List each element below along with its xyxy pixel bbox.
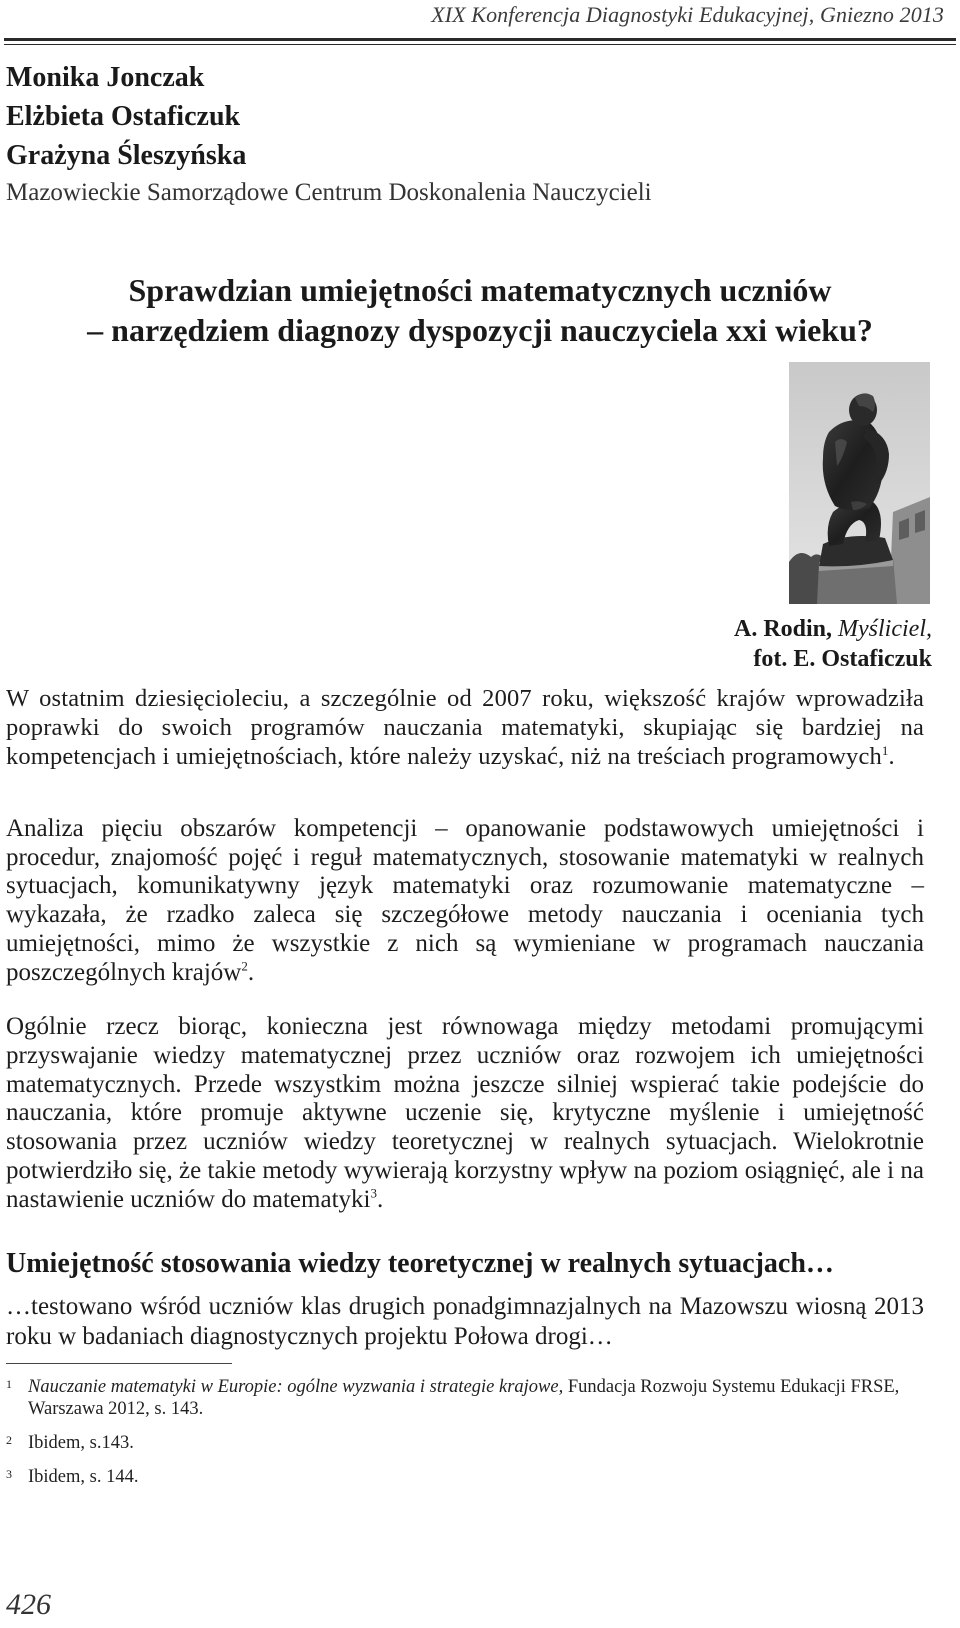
footnote-ref-1: 1: [881, 742, 889, 758]
footnote: [6, 1466, 926, 1488]
footnote-number: 1: [6, 1377, 12, 1391]
footnote-number: 2: [6, 1433, 12, 1447]
paragraph-1: W ostatnim dziesięcioleciu, a szczególnie od 2007 roku, większość krajów wprowadziła poprawki do swoich programów nauczania matematyki, skupiając się bardziej na kompetencjach i umiejętnościach, które należy uzyskać, niż na treściach programowych$^1$.: [6, 685, 924, 770]
footnote-rule: [6, 1363, 232, 1364]
author-name: Grażyna Śleszyńska: [6, 140, 247, 171]
paragraph-1-text: W ostatnim dziesięcioleciu, a szczególnie od 2007 roku, większość krajów wprowadziła poprawki do swoich programów nauczania matematyki, skupiając się bardziej na kompetencjach i umiejętnościach, które należy uzyskać, niż na treściach programowych: [6, 685, 924, 770]
author-block: [6, 58, 652, 211]
paper-title: [0, 270, 960, 350]
footnote-ref-3: 3: [370, 1185, 377, 1201]
paragraph-2: Analiza pięciu obszarów kompetencji – opanowanie podstawowych umiejętności i procedur, znajomość pojęć i reguł matematycznych, stosowanie matematyki w realnych sytuacjach, komunikatywny język matematyki oraz rozumowanie matematyczne – wykazała, że rzadko zaleca się szczegółowe metody nauczania i oceniania tych umiejętności, mimo że wszystkie z nich są wymieniane w programach nauczania poszczególnych krajów$^2$.: [6, 815, 924, 986]
paragraph-4: [6, 1292, 924, 1352]
section-heading: Umiejętność stosowania wiedzy teoretycznej w realnych sytuacjach…: [6, 1248, 834, 1279]
running-head: XIX Konferencja Diagnostyki Edukacyjnej, Gniezno 2013: [431, 2, 944, 27]
footnote-text: Ibidem, s. 144.: [28, 1467, 139, 1487]
paragraph-3-text: Ogólnie rzecz biorąc, konieczna jest równowaga między metodami promującymi przyswajanie wiedzy matematycznej przez uczniów oraz rozwojem ich umiejętności matematycznych. Przede wszystkim można jeszcze silniej wspierać takie podejście do nauczania, które promuje aktywne uczenie się, krytyczne myślenie i umiejętność stosowania przez uczniów wiedzy teoretycznej w realnych sytuacjach. Wielokrotnie potwierdziło się, że takie metody wywierają korzystny wpływ na poziom osiągnięć, ale i na nastawienie uczniów do matematyki: [6, 1013, 924, 1213]
footnote: [6, 1376, 926, 1420]
footnote-text: Fundacja Rozwoju Systemu Edukacji FRSE, Warszawa 2012, s. 143.: [28, 1377, 900, 1419]
author-name: Elżbieta Ostaficzuk: [6, 101, 241, 132]
paragraph-4-text: …testowano wśród uczniów klas drugich ponadgimnazjalnych na Mazowszu wiosną 2013 roku w badaniach diagnostycznych projektu Połowa drogi…: [6, 1293, 924, 1350]
page-number: 426: [6, 1588, 51, 1621]
footnote-ref-2: 2: [241, 958, 248, 974]
header-rule-thin: [4, 44, 956, 45]
footnote-number: 3: [6, 1467, 12, 1481]
paragraph-3: Ogólnie rzecz biorąc, konieczna jest równowaga między metodami promującymi przyswajanie wiedzy matematycznej przez uczniów oraz rozwojem ich umiejętności matematycznych. Przede wszystkim można jeszcze silniej wspierać takie podejście do nauczania, które promuje aktywne uczenie się, krytyczne myślenie i umiejętność stosowania przez uczniów wiedzy teoretycznej w realnych sytuacjach. Wielokrotnie potwierdziło się, że takie metody wywierają korzystny wpływ na poziom osiągnięć, ale i na nastawienie uczniów do matematyki$^3$.: [6, 1013, 924, 1213]
author-affiliation: Mazowieckie Samorządowe Centrum Doskonalenia Nauczycieli: [6, 179, 652, 206]
paragraph-2-text: Analiza pięciu obszarów kompetencji – opanowanie podstawowych umiejętności i procedur, znajomość pojęć i reguł matematycznych, stosowanie matematyki w realnych sytuacjach, komunikatywny język matematyki oraz rozumowanie matematyczne – wykazała, że rzadko zaleca się szczegółowe metody nauczania i oceniania tych umiejętności, mimo że wszystkie z nich są wymieniane w programach nauczania poszczególnych krajów: [6, 815, 924, 986]
paper-title-line-2: – narzędziem diagnozy dyspozycji nauczyciela xxi wieku?: [87, 312, 873, 348]
header-rule-thick: [4, 38, 956, 41]
author-name: Monika Jonczak: [6, 62, 205, 93]
caption-work-title: Myśliciel,: [838, 616, 932, 642]
figure-caption: [734, 614, 932, 674]
caption-author: A. Rodin,: [734, 616, 833, 642]
footnote: [6, 1432, 926, 1454]
thinker-sculpture-photo: [789, 362, 930, 604]
paper-title-line-1: Sprawdzian umiejętności matematycznych uczniów: [128, 272, 832, 308]
footnotes: [6, 1376, 926, 1500]
caption-photo-credit: fot. E. Ostaficzuk: [753, 646, 932, 672]
footnote-italic-text: Nauczanie matematyki w Europie: ogólne wyzwania i strategie krajowe,: [28, 1377, 564, 1397]
footnote-text: Ibidem, s.143.: [28, 1433, 134, 1453]
